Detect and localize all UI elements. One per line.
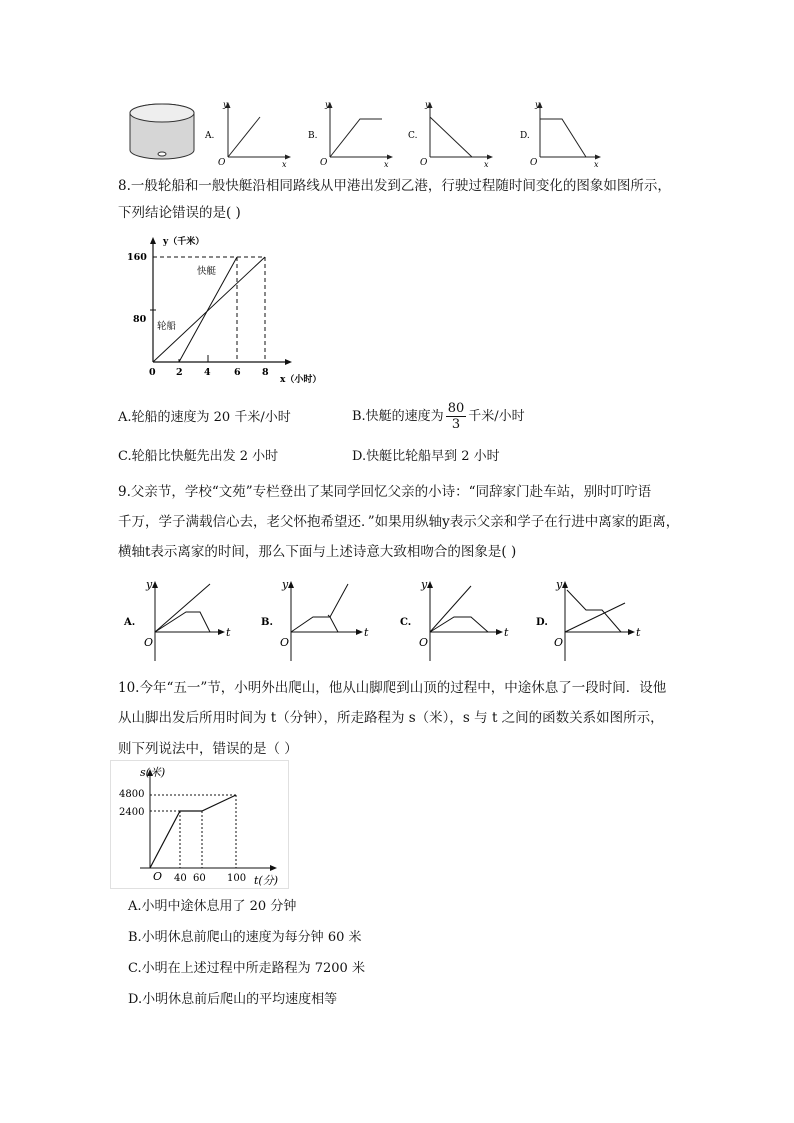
svg-text:x: x — [594, 160, 599, 169]
svg-text:y: y — [556, 578, 563, 591]
q8-ship-label: 轮船 — [157, 321, 177, 332]
q8-x-tick-2: 2 — [176, 367, 183, 378]
q10-x-tick-40: 40 — [174, 873, 187, 884]
q8-x-tick-6: 6 — [234, 367, 241, 378]
q8-option-d[interactable]: D.快艇比轮船早到 2 小时 — [352, 449, 500, 464]
svg-text:C.: C. — [408, 131, 418, 141]
svg-text:C.: C. — [400, 617, 412, 628]
svg-text:y: y — [146, 578, 153, 591]
q8-y-tick-160: 160 — [127, 252, 147, 263]
q8-distance-time-graph — [115, 232, 340, 392]
q9-stem-line-1: 9.父亲节，学校“文苑”专栏登出了某同学回忆父亲的小诗：“同辞家门赴车站，别时叮咛语 — [118, 484, 652, 500]
svg-text:O: O — [420, 158, 428, 168]
q9-stem-line-3: 横轴t表示离家的时间，那么下面与上述诗意大致相吻合的图象是( ) — [118, 544, 517, 560]
q10-y-axis-label: s(米) — [140, 766, 166, 779]
q8-x-tick-4: 4 — [204, 367, 211, 378]
q8-y-tick-80: 80 — [133, 314, 147, 325]
svg-text:O: O — [218, 158, 226, 168]
q10-x-tick-60: 60 — [193, 873, 206, 884]
svg-text:t: t — [226, 626, 231, 639]
q7-graph-a[interactable] — [204, 100, 291, 169]
q8-option-b[interactable]: B.快艇的速度为 $\frac{80}{3}$ 千米/小时 — [352, 401, 525, 432]
q9-graph-a[interactable] — [123, 578, 231, 661]
q7-graph-d-curve — [540, 119, 586, 157]
q8-speedboat-label: 快艇 — [197, 266, 217, 277]
q9-stem-line-2: 千万，学子满载信心去，老父怀抱希望还．”如果用纵轴y表示父亲和学子在行进中离家的距离， — [118, 514, 680, 530]
svg-text:y: y — [282, 578, 289, 591]
svg-text:O: O — [280, 636, 290, 649]
q8-x-tick-8: 8 — [262, 367, 269, 378]
q7-graph-a-label: A. — [205, 131, 215, 141]
q9-graph-c[interactable] — [400, 578, 509, 661]
q7-graph-b[interactable] — [308, 100, 393, 169]
svg-text:B.: B. — [308, 131, 318, 141]
svg-text:y: y — [535, 100, 540, 109]
q8-x-tick-0: 0 — [149, 367, 156, 378]
cylinder-container-drawing — [130, 104, 194, 159]
svg-text:O: O — [144, 636, 154, 649]
q7-graph-b-curve — [330, 119, 382, 157]
q7-graph-c[interactable] — [408, 100, 493, 169]
svg-text:y: y — [421, 578, 428, 591]
q10-x-axis-label: t(分) — [254, 874, 279, 887]
svg-text:O: O — [530, 158, 538, 168]
svg-text:x: x — [484, 160, 489, 169]
q10-stem-line-2: 从山脚出发后所用时间为 t（分钟），所走路程为 s（米），s 与 t 之间的函数关系如图所示， — [118, 710, 664, 726]
svg-text:O: O — [554, 636, 564, 649]
q7-graph-d[interactable] — [520, 100, 601, 169]
q10-x-tick-100: 100 — [227, 873, 247, 884]
svg-text:B.: B. — [261, 617, 273, 628]
svg-text:D.: D. — [536, 617, 548, 628]
q10-option-c[interactable]: C.小明在上述过程中所走路程为 7200 米 — [128, 961, 365, 976]
q7-graph-c-curve — [430, 117, 472, 157]
q10-y-tick-4800: 4800 — [119, 789, 145, 800]
q9-figure-row — [118, 572, 648, 664]
q8-x-axis-label: x（小时） — [280, 375, 322, 385]
q10-stem-line-1: 10.今年“五一”节，小明外出爬山，他从山脚爬到山顶的过程中，中途休息了一段时间．设他 — [118, 680, 667, 696]
svg-text:O: O — [419, 636, 429, 649]
q10-y-tick-2400: 2400 — [119, 807, 145, 818]
q10-distance-time-graph — [110, 760, 295, 890]
q9-graph-b[interactable] — [261, 578, 369, 661]
q10-option-a[interactable]: A.小明中途休息用了 20 分钟 — [128, 899, 297, 914]
q10-option-d[interactable]: D.小明休息前后爬山的平均速度相等 — [128, 992, 338, 1007]
svg-text:O: O — [320, 158, 328, 168]
q8-y-axis-label: y（千米） — [163, 237, 205, 247]
svg-text:x: x — [384, 160, 389, 169]
q8-stem-line-1: 8.一般轮船和一般快艇沿相同路线从甲港出发到乙港，行驶过程随时间变化的图象如图所示， — [118, 178, 671, 194]
svg-text:y: y — [223, 100, 228, 109]
q8-option-c[interactable]: C.轮船比快艇先出发 2 小时 — [118, 449, 279, 464]
q10-distance-curve — [150, 795, 236, 868]
q8-option-a[interactable]: A.轮船的速度为 20 千米/小时 — [118, 410, 291, 425]
svg-text:A.: A. — [124, 617, 136, 628]
q10-option-b[interactable]: B.小明休息前爬山的速度为每分钟 60 米 — [128, 930, 362, 945]
svg-text:t: t — [636, 626, 641, 639]
q7-figure-row — [120, 95, 610, 170]
q8-option-b-fraction: $\frac{80}{3}$ — [447, 401, 465, 432]
svg-text:D.: D. — [520, 131, 530, 141]
q9-graph-d[interactable] — [536, 578, 641, 661]
svg-text:O: O — [153, 870, 163, 883]
svg-text:y: y — [425, 100, 430, 109]
q10-stem-line-3: 则下列说法中，错误的是（ ） — [118, 741, 298, 757]
svg-text:t: t — [504, 626, 509, 639]
svg-text:x: x — [282, 160, 287, 169]
svg-text:t: t — [364, 626, 369, 639]
q8-stem-line-2: 下列结论错误的是( ) — [118, 205, 241, 221]
q7-graph-a-curve — [228, 117, 260, 157]
svg-text:y: y — [325, 100, 330, 109]
